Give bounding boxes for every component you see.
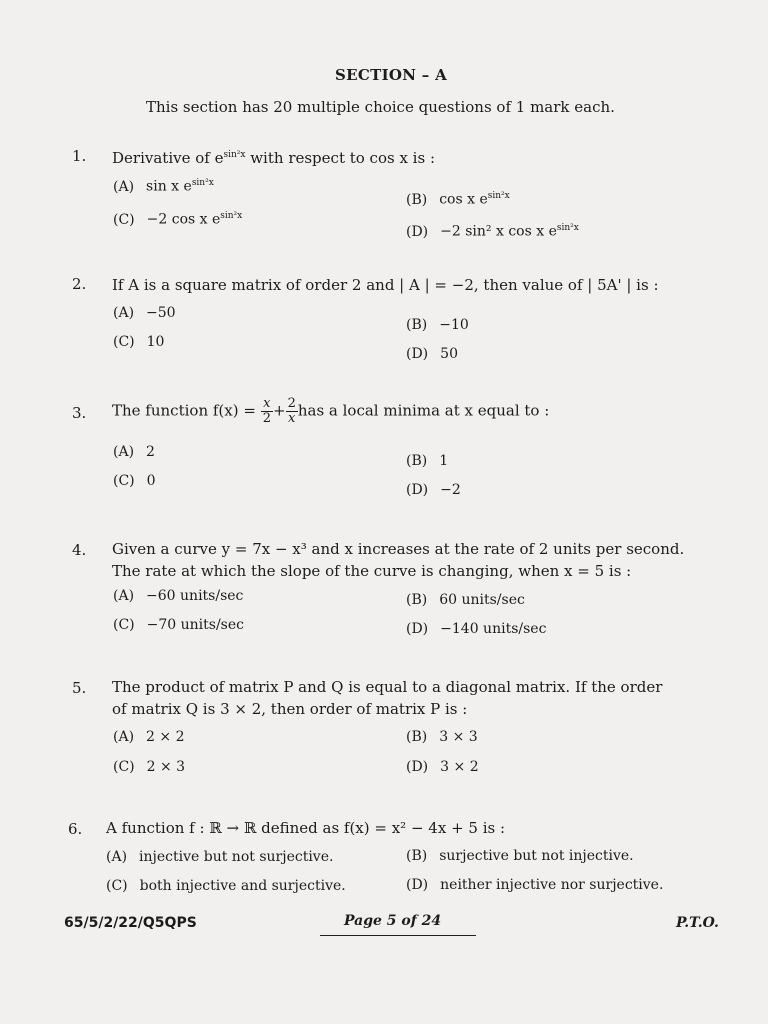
- option-text: neither injective nor surjective.: [440, 877, 664, 893]
- option-label: (C): [106, 878, 128, 894]
- option-label: (A): [113, 588, 135, 604]
- option-text: 0: [146, 473, 156, 489]
- option-text: −2 cos x e: [146, 211, 221, 228]
- question-text-part: has a local minima at x equal to :: [297, 401, 550, 420]
- option-text: 2 × 3: [146, 759, 186, 775]
- question-text: A function f : ℝ → ℝ defined as f(x) = x² − 4x + 5 is :: [106, 819, 506, 837]
- fraction: [286, 397, 298, 426]
- option-label: (D): [406, 223, 429, 240]
- question-text: If A is a square matrix of order 2 and | A | = −2, then value of | 5A' | is :: [112, 276, 659, 294]
- option-text: −2 sin² x cos x e: [440, 223, 557, 240]
- fraction-denominator: x: [288, 411, 296, 426]
- question-text-line: The product of matrix P and Q is equal to a diagonal matrix. If the order: [112, 678, 663, 696]
- exponent: sin²x: [223, 150, 246, 160]
- option-a[interactable]: [113, 178, 214, 195]
- question-number: 5.: [72, 679, 87, 697]
- option-b[interactable]: [406, 317, 469, 333]
- option-c[interactable]: [113, 473, 156, 489]
- option-c[interactable]: [106, 878, 346, 894]
- section-title: SECTION – A: [335, 66, 448, 84]
- fraction: [261, 397, 273, 426]
- section-intro: This section has 20 multiple choice questions of 1 mark each.: [146, 98, 615, 116]
- option-label: (A): [113, 729, 135, 745]
- paper-code: 65/5/2/22/Q5QPS: [64, 915, 197, 931]
- question-text-line: Given a curve y = 7x − x³ and x increases at the rate of 2 units per second.: [112, 540, 685, 558]
- fraction-numerator: x: [261, 397, 273, 412]
- option-text: sin x e: [146, 178, 192, 195]
- option-label: (D): [406, 621, 429, 637]
- option-c[interactable]: [113, 617, 244, 633]
- footer-divider: [320, 935, 476, 936]
- option-label: (C): [113, 211, 135, 228]
- option-text: 50: [440, 346, 458, 362]
- option-label: (B): [406, 848, 428, 864]
- option-d[interactable]: [406, 621, 546, 637]
- question-text: [112, 397, 549, 426]
- option-c[interactable]: [113, 334, 164, 350]
- question-text: [112, 144, 435, 169]
- option-label: (A): [106, 849, 128, 865]
- option-b[interactable]: [406, 592, 525, 608]
- option-text: −140 units/sec: [440, 621, 547, 637]
- option-text: 60 units/sec: [439, 592, 525, 608]
- option-label: (A): [113, 178, 135, 195]
- option-label: (B): [406, 317, 428, 333]
- option-b[interactable]: [406, 729, 478, 745]
- option-a[interactable]: [113, 588, 243, 604]
- option-text: 3 × 3: [439, 729, 478, 745]
- option-text: 2: [146, 444, 155, 460]
- option-label: (A): [113, 305, 135, 321]
- question-text-part: The function f(x) =: [112, 401, 261, 420]
- option-d[interactable]: [406, 223, 579, 240]
- option-text: −2: [440, 482, 461, 498]
- exponent: sin²x: [487, 191, 510, 201]
- question-text-part: Derivative of e: [112, 149, 224, 167]
- question-number: 3.: [72, 404, 87, 422]
- question-text-line: The rate at which the slope of the curve is changing, when x = 5 is :: [112, 562, 632, 580]
- option-label: (B): [406, 592, 428, 608]
- option-text: −60 units/sec: [146, 588, 244, 604]
- option-a[interactable]: [106, 849, 333, 865]
- option-a[interactable]: [113, 729, 185, 745]
- question-text-part: with respect to cos x is :: [245, 149, 436, 167]
- option-label: (C): [113, 759, 135, 775]
- pto-label: P.T.O.: [676, 915, 719, 931]
- option-text: 10: [146, 334, 165, 350]
- question-number: 4.: [72, 541, 87, 559]
- option-b[interactable]: [406, 848, 634, 864]
- option-b[interactable]: [406, 191, 510, 208]
- option-d[interactable]: [406, 346, 458, 362]
- option-label: (D): [406, 877, 429, 893]
- option-c[interactable]: [113, 211, 242, 228]
- option-label: (A): [113, 444, 135, 460]
- option-text: both injective and surjective.: [139, 878, 346, 894]
- question-number: 6.: [68, 820, 83, 838]
- option-text: 1: [439, 453, 449, 469]
- exponent: sin²x: [191, 178, 214, 188]
- option-label: (D): [406, 759, 429, 775]
- question-number: 1.: [72, 147, 87, 165]
- option-d[interactable]: [406, 877, 663, 893]
- exponent: sin²x: [556, 223, 579, 233]
- option-label: (B): [406, 191, 428, 208]
- fraction-denominator: 2: [262, 411, 271, 426]
- option-label: (C): [113, 473, 135, 489]
- option-d[interactable]: [406, 482, 461, 498]
- option-d[interactable]: [406, 759, 479, 775]
- option-label: (D): [406, 482, 429, 498]
- option-label: (B): [406, 453, 428, 469]
- option-text: 2 × 2: [146, 729, 185, 745]
- option-label: (D): [406, 346, 429, 362]
- option-label: (C): [113, 334, 135, 350]
- option-text: −10: [439, 317, 469, 333]
- question-number: 2.: [72, 275, 87, 293]
- option-text: injective but not surjective.: [139, 849, 334, 865]
- exponent: sin²x: [220, 211, 243, 221]
- option-a[interactable]: [113, 305, 176, 321]
- option-label: (C): [113, 617, 135, 633]
- page-number: Page 5 of 24: [344, 913, 442, 929]
- option-text: surjective but not injective.: [439, 848, 634, 864]
- plus-sign: +: [272, 401, 286, 420]
- option-text: cos x e: [439, 191, 488, 208]
- question-text-line: of matrix Q is 3 × 2, then order of matrix P is :: [112, 700, 468, 718]
- option-c[interactable]: [113, 759, 185, 775]
- fraction-numerator: 2: [287, 396, 296, 411]
- option-text: −70 units/sec: [146, 617, 244, 633]
- option-text: 3 × 2: [440, 759, 479, 775]
- option-a[interactable]: [113, 444, 155, 460]
- option-text: −50: [146, 305, 176, 321]
- option-b[interactable]: [406, 453, 448, 469]
- option-label: (B): [406, 729, 428, 745]
